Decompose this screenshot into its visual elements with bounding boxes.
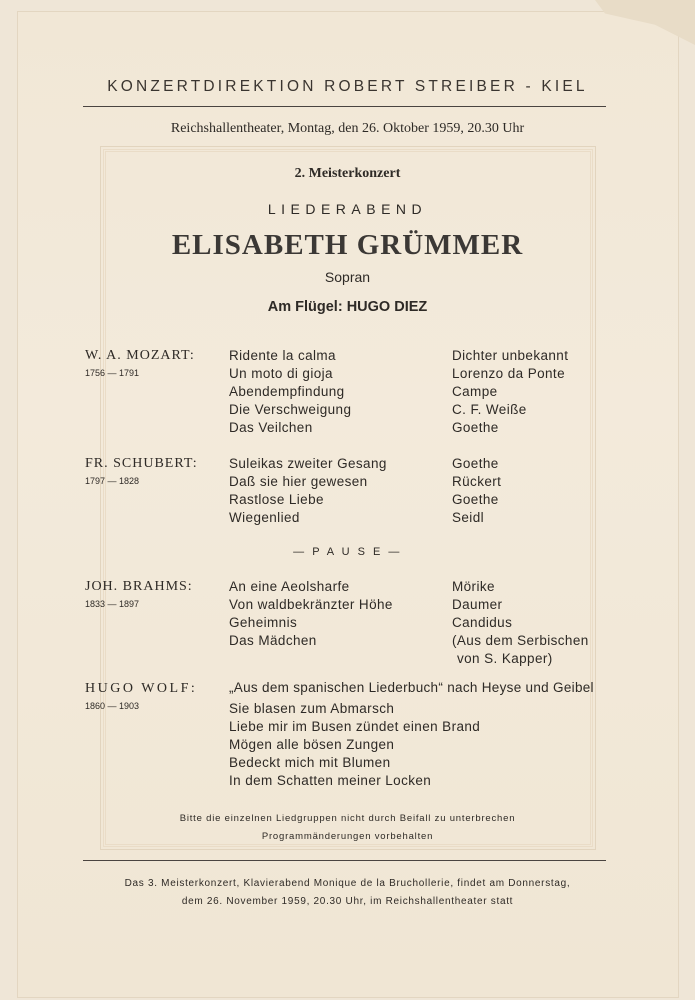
song-title: Daß sie hier gewesen [229, 474, 368, 489]
song-title: Das Mädchen [229, 633, 317, 648]
concert-number: 2. Meisterkonzert [294, 166, 401, 181]
song-title: Suleikas zweiter Gesang [229, 456, 387, 471]
voice-type: Sopran [324, 269, 371, 285]
composer-name: HUGO WOLF: [85, 681, 198, 696]
poet-name: Campe [452, 384, 498, 399]
composer-dates: 1860 — 1903 [85, 701, 140, 711]
song-title: Von waldbekränzter Höhe [229, 597, 393, 612]
poet-name: Daumer [452, 597, 503, 612]
header-title: KONZERTDIREKTION ROBERT STREIBER - KIEL [107, 78, 588, 95]
song-cycle-heading: „Aus dem spanischen Liederbuch“ nach Heyse und Geibel [229, 680, 594, 695]
poet-name: Goethe [452, 456, 499, 471]
top-rule [83, 106, 606, 107]
applause-note: Bitte die einzelnen Liedgruppen nicht durch Beifall zu unterbrechen [179, 813, 516, 824]
footer-line: dem 26. November 1959, 20.30 Uhr, im Reichshallentheater statt [181, 896, 514, 907]
composer-name: JOH. BRAHMS: [85, 579, 193, 594]
song-title: Die Verschweigung [229, 402, 352, 417]
song-title: Geheimnis [229, 615, 298, 630]
song-title: An eine Aeolsharfe [229, 579, 350, 594]
pianist-line: Am Flügel: HUGO DIEZ [267, 299, 428, 315]
poet-name: C. F. Weiße [452, 402, 527, 417]
song-title: Mögen alle bösen Zungen [229, 737, 395, 752]
poet-name: Candidus [452, 615, 513, 630]
poet-name: Mörike [452, 579, 495, 594]
singer-name: ELISABETH GRÜMMER [171, 229, 524, 261]
song-title: Abendempfindung [229, 384, 345, 399]
composer-dates: 1756 — 1791 [85, 368, 140, 378]
composer-name: W. A. MOZART: [85, 348, 195, 363]
poet-name: Dichter unbekannt [452, 348, 569, 363]
song-title: Liebe mir im Busen zündet einen Brand [229, 719, 481, 734]
poet-name: Rückert [452, 474, 502, 489]
footer-line: Das 3. Meisterkonzert, Klavierabend Monique de la Bruchollerie, findet am Donnerstag, [124, 878, 571, 889]
song-title: In dem Schatten meiner Locken [229, 773, 432, 788]
venue-line: Reichshallentheater, Montag, den 26. Oktober 1959, 20.30 Uhr [170, 121, 525, 136]
song-title: Ridente la calma [229, 348, 336, 363]
poet-name: (Aus dem Serbischen [452, 633, 589, 648]
poet-name: Goethe [452, 420, 499, 435]
poet-name: Seidl [452, 510, 485, 525]
song-title: Sie blasen zum Abmarsch [229, 701, 395, 716]
event-type: LIEDERABEND [267, 201, 428, 217]
song-title: Un moto di gioja [229, 366, 333, 381]
song-title: Das Veilchen [229, 420, 313, 435]
song-title: Wiegenlied [229, 510, 300, 525]
song-title: Rastlose Liebe [229, 492, 324, 507]
poet-name: Lorenzo da Ponte [452, 366, 565, 381]
pause-label: — P A U S E — [293, 546, 402, 558]
song-title: Bedeckt mich mit Blumen [229, 755, 391, 770]
composer-name: FR. SCHUBERT: [85, 456, 198, 471]
composer-dates: 1833 — 1897 [85, 599, 140, 609]
changes-note: Programmänderungen vorbehalten [261, 831, 434, 842]
composer-dates: 1797 — 1828 [85, 476, 140, 486]
poet-name: von S. Kapper) [457, 651, 553, 666]
bottom-rule [83, 860, 606, 861]
poet-name: Goethe [452, 492, 499, 507]
